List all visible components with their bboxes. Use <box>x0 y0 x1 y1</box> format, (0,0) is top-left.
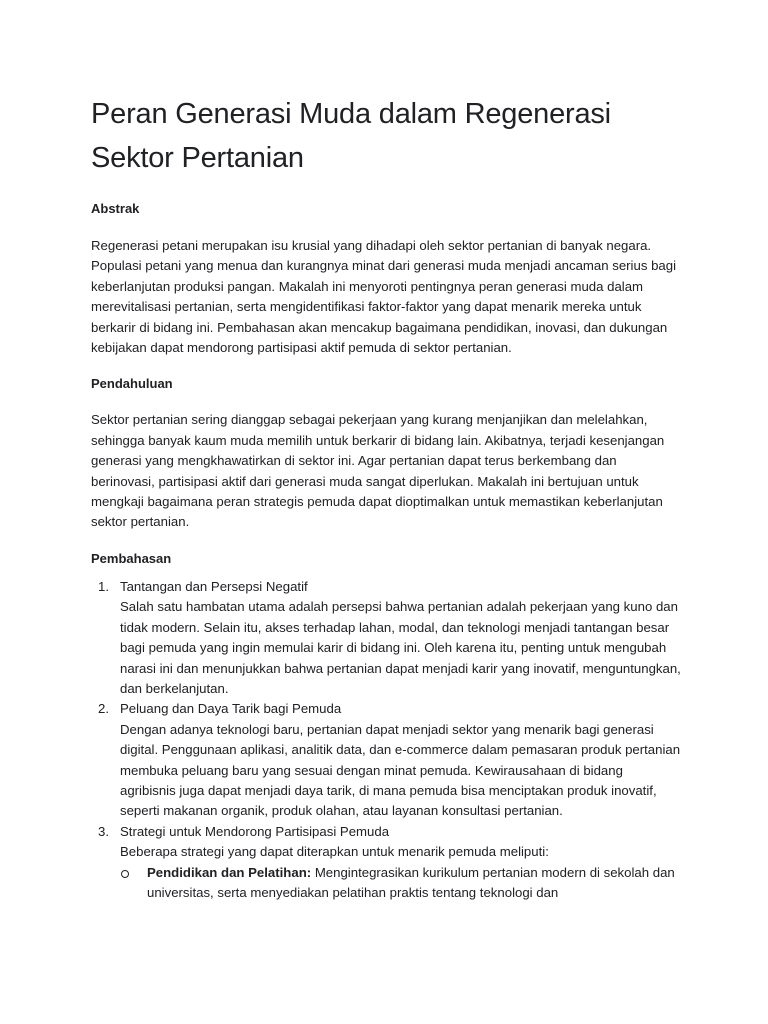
list-number: 3. <box>98 823 109 839</box>
discussion-list <box>91 577 681 904</box>
list-item-body: Salah satu hambatan utama adalah persepsi bahwa pertanian adalah pekerjaan yang kuno dan tidak modern. Selain itu, akses terhadap lahan, modal, dan teknologi menjadi tantangan besar bagi pemuda yang ingin memulai karir di bidang ini. Oleh karena itu, penting untuk mengubah narasi ini dan menunjukkan bahwa pertanian dapat menjadi karir yang inovatif, menguntungkan, dan berkelanjutan. <box>120 599 681 696</box>
sub-list <box>120 863 681 904</box>
intro-paragraph: Sektor pertanian sering dianggap sebagai pekerjaan yang kurang menjanjikan dan melelahkan, sehingga banyak kaum muda memilih untuk berkarir di bidang lain. Akibatnya, terjadi kesenjangan generasi yang mengkhawatirkan di sektor ini. Agar pertanian dapat terus berkembang dan berinovasi, partisipasi aktif dari generasi muda sangat diperlukan. Makalah ini bertujuan untuk mengkaji bagaimana peran strategis pemuda dapat dioptimalkan untuk memastikan keberlanjutan sektor pertanian. <box>91 412 665 530</box>
abstract-heading: Abstrak <box>91 201 140 216</box>
list-item-body: Dengan adanya teknologi baru, pertanian dapat menjadi sektor yang menarik bagi generasi digital. Penggunaan aplikasi, analitik data, dan e-commerce dalam pemasaran produk pertanian membuka peluang baru yang sesuai dengan minat pemuda. Kewirausahaan di bidang agribisnis juga dapat menjadi daya tarik, di mana pemuda bisa menciptakan produk inovatif, seperti makanan organik, produk olahan, atau layanan konsultasi pertanian. <box>120 721 681 819</box>
list-item-body: Beberapa strategi yang dapat diterapkan untuk menarik pemuda meliputi: <box>120 844 549 860</box>
hollow-bullet-icon <box>121 870 129 878</box>
sub-list-item <box>120 863 681 904</box>
list-item <box>91 699 681 821</box>
document-page <box>91 92 681 903</box>
intro-heading: Pendahuluan <box>91 376 173 392</box>
list-number: 1. <box>98 578 109 594</box>
document-title: Peran Generasi Muda dalam Regenerasi Sektor Pertanian <box>91 98 611 174</box>
list-item <box>91 822 681 904</box>
list-number: 2. <box>98 701 109 717</box>
list-item-title: Strategi untuk Mendorong Partisipasi Pemuda <box>120 823 390 839</box>
list-item <box>91 577 681 699</box>
abstract-paragraph: Regenerasi petani merupakan isu krusial yang dihadapi oleh sektor pertanian di banyak negara. Populasi petani yang menua dan kurangnya minat dari generasi muda menjadi ancaman serius bagi keberlanjutan produksi pangan. Makalah ini menyoroti pentingnya peran generasi muda dalam merevitalisasi pertanian, serta mengidentifikasi faktor-faktor yang dapat menarik mereka untuk berkarir di bidang ini. Pembahasan akan mencakup bagaimana pendidikan, inovasi, dan dukungan kebijakan dapat mendorong partisipasi aktif pemuda di sektor pertanian. <box>91 238 677 356</box>
sub-item-label: Pendidikan dan Pelatihan: <box>147 864 312 880</box>
list-item-title: Tantangan dan Persepsi Negatif <box>120 578 308 594</box>
list-item-title: Peluang dan Daya Tarik bagi Pemuda <box>120 701 342 717</box>
sub-item-text: Mengintegrasikan kurikulum pertanian modern di sekolah dan universitas, serta menyediakan pelatihan praktis tentang teknologi dan <box>147 864 675 900</box>
discussion-heading: Pembahasan <box>91 550 172 566</box>
